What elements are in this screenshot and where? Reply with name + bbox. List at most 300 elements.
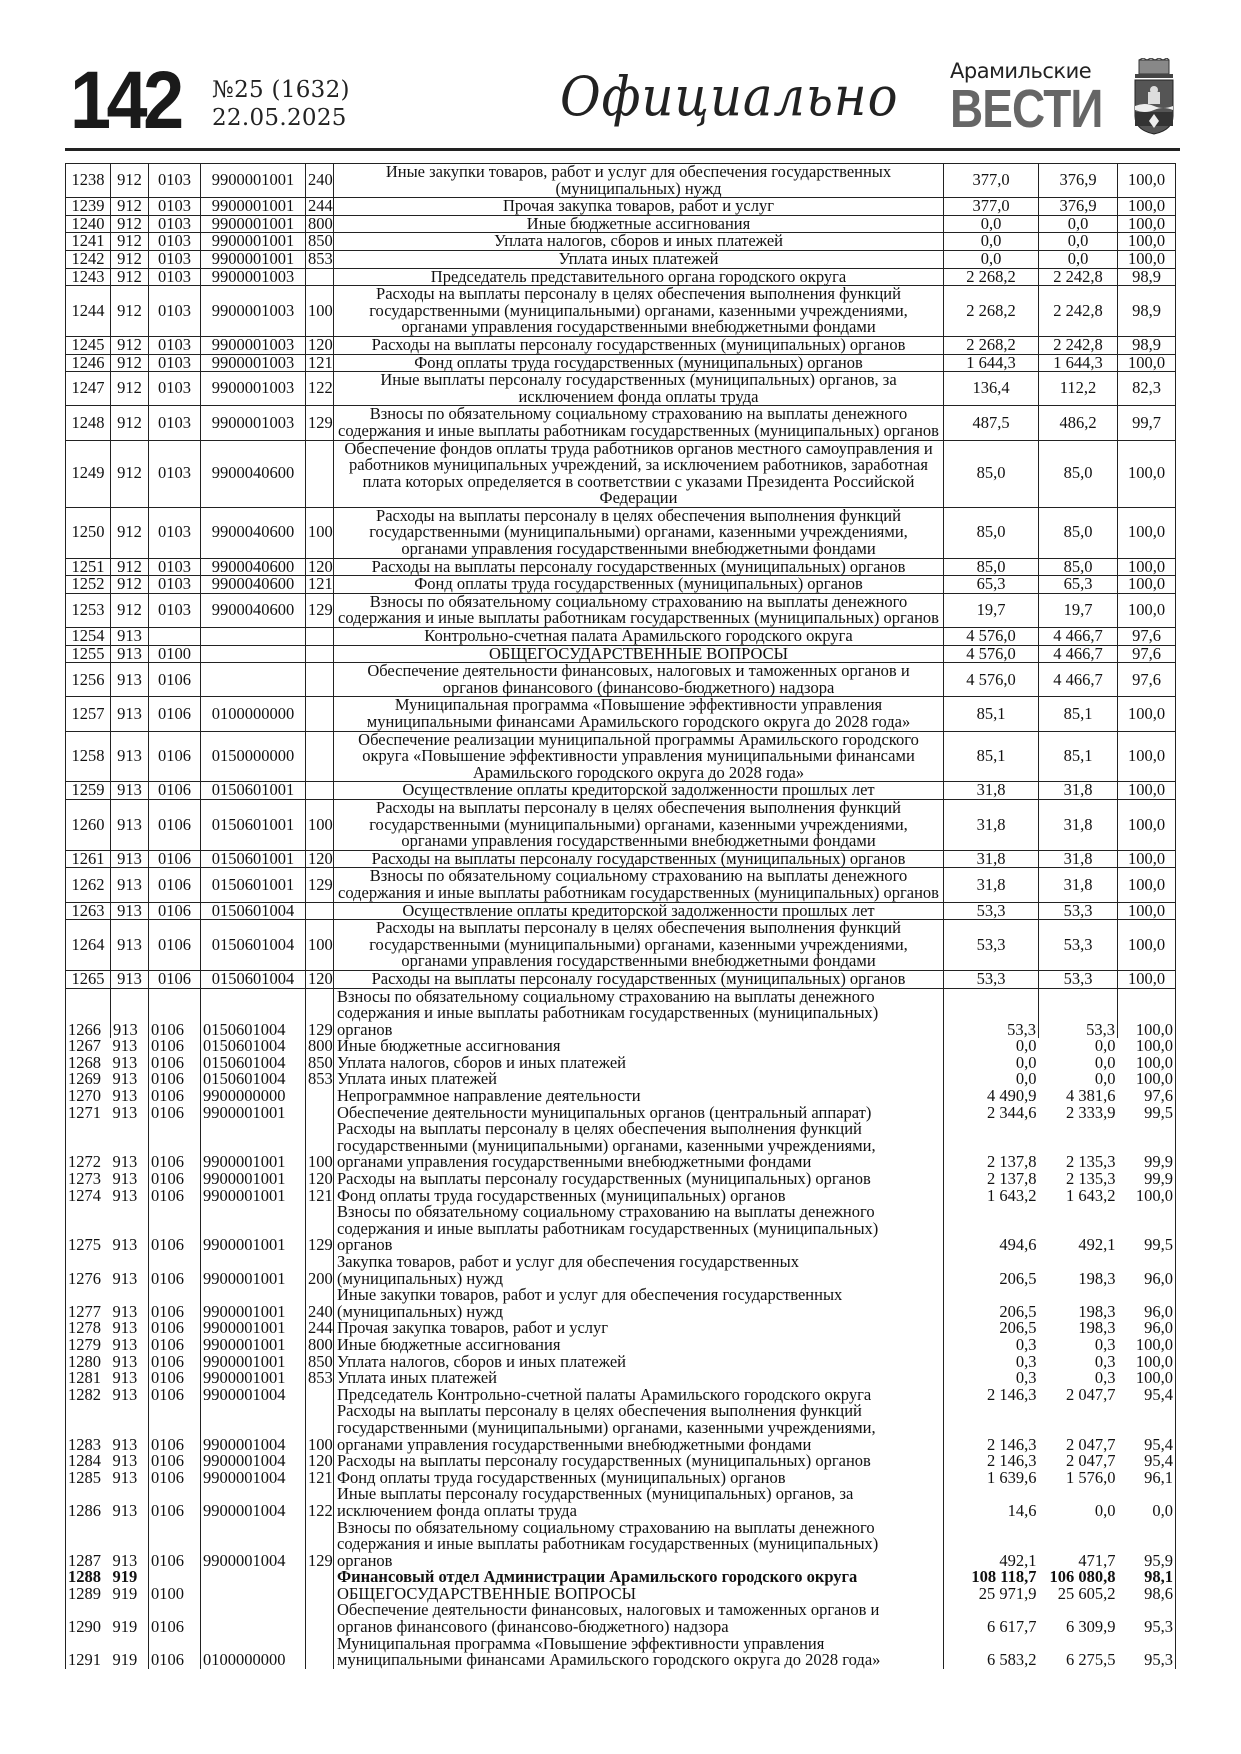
row-number: 1249 [66,440,111,507]
target-item-code: 9900001004 [201,1470,306,1487]
expense-type-code: 121 [306,1188,334,1205]
item-name: Фонд оплаты труда государственных (муниципальных) органов [334,354,944,372]
item-name: Расходы на выплаты персоналу государственных (муниципальных) органов [334,558,944,576]
admin-code: 913 [112,1500,138,1520]
execution-percent: 96,0 [1118,1254,1176,1287]
admin-code: 913 [112,1301,138,1321]
target-item-code: 9900000000 [201,1088,306,1105]
row-number: 1240 [66,215,111,233]
planned-amount: 25 971,9 [978,1583,1037,1603]
row-number: 1281 [66,1370,111,1387]
target-item-code: 9900001001 [201,215,306,233]
expense-type-code: 120 [306,1453,334,1470]
planned-amount: 2 146,3 [987,1434,1037,1454]
planned-amount: 2 137,8 [987,1152,1037,1172]
admin-code: 912 [111,507,149,558]
table-row [66,645,1176,663]
table-row [66,1403,1176,1453]
actual-amount: 2 047,7 [1066,1434,1116,1454]
planned-amount: 4 576,0 [944,663,1039,697]
table-row [66,1254,1176,1287]
expense-type-code [306,1569,334,1586]
admin-code: 912 [111,164,149,198]
actual-amount: 2 135,3 [1066,1152,1116,1172]
planned-amount: 4 576,0 [944,628,1039,646]
section-code: 0106 [149,1171,201,1188]
item-name: ОБЩЕГОСУДАРСТВЕННЫЕ ВОПРОСЫ [334,1586,944,1603]
section-code: 0106 [149,970,201,988]
execution-percent: 97,6 [1118,1088,1176,1105]
admin-code: 913 [111,799,149,850]
actual-amount: 0,0 [1039,250,1118,268]
item-name: Фонд оплаты труда государственных (муниципальных) органов [334,1188,944,1205]
row-number: 1279 [66,1337,111,1354]
section-code: 0100 [149,645,201,663]
expense-type-code: 120 [306,336,334,354]
admin-code: 913 [111,970,149,988]
row-number: 1283 [66,1403,111,1453]
execution-percent: 99,5 [1118,1204,1176,1254]
target-item-code: 9900001001 [201,1105,306,1122]
actual-amount: 0,0 [1094,1036,1116,1056]
expense-type-code: 853 [306,1370,334,1387]
planned-amount: 31,8 [944,868,1039,902]
table-row [66,1636,1176,1669]
planned-amount: 53,3 [944,920,1039,971]
execution-percent: 98,9 [1118,268,1176,286]
admin-code: 913 [111,988,149,1038]
target-item-code: 9900001004 [201,1453,306,1470]
expense-type-code: 850 [306,1055,334,1072]
row-number: 1280 [66,1354,111,1371]
planned-amount: 6 617,7 [987,1617,1037,1637]
admin-code: 913 [112,1384,138,1404]
planned-amount: 0,0 [1015,1069,1037,1089]
row-number: 1272 [66,1121,111,1171]
row-number: 1242 [66,250,111,268]
target-item-code: 0100000000 [201,697,306,731]
target-item-code: 0150601004 [201,902,306,920]
expense-type-code: 121 [306,576,334,594]
actual-amount: 25 605,2 [1057,1583,1116,1603]
target-item-code: 9900040600 [201,440,306,507]
execution-percent: 99,9 [1118,1121,1176,1171]
expense-type-code [306,1105,334,1122]
row-number: 1289 [66,1586,111,1603]
section-code: 0106 [149,1287,201,1320]
item-name: Иные бюджетные ассигнования [334,215,944,233]
expense-type-code [306,628,334,646]
admin-code: 913 [111,663,149,697]
planned-amount: 206,5 [999,1268,1037,1288]
actual-amount: 85,1 [1039,697,1118,731]
admin-code: 913 [112,1169,138,1189]
actual-amount: 65,3 [1039,576,1118,594]
section-code: 0106 [149,782,201,800]
section-code: 0106 [149,868,201,902]
target-item-code: 9900001001 [201,1320,306,1337]
execution-percent: 100,0 [1118,1188,1176,1205]
planned-amount: 136,4 [944,372,1039,406]
execution-percent: 100,0 [1118,988,1176,1038]
row-number: 1246 [66,354,111,372]
execution-percent: 95,4 [1118,1387,1176,1404]
execution-percent: 96,1 [1118,1470,1176,1487]
row-number: 1290 [66,1602,111,1635]
actual-amount: 2 047,7 [1066,1384,1116,1404]
expense-type-code: 244 [306,198,334,216]
admin-code: 912 [111,593,149,627]
row-number: 1253 [66,593,111,627]
admin-code: 919 [112,1583,138,1603]
planned-amount: 85,0 [944,507,1039,558]
section-code: 0106 [149,1038,201,1055]
execution-percent: 82,3 [1118,372,1176,406]
actual-amount: 1 576,0 [1066,1467,1116,1487]
row-number: 1258 [66,731,111,782]
budget-table [65,163,1176,1669]
target-item-code [201,1569,306,1586]
execution-percent: 100,0 [1118,198,1176,216]
expense-type-code: 129 [306,868,334,902]
target-item-code: 0150601004 [201,988,306,1038]
actual-amount: 4 466,7 [1039,663,1118,697]
row-number: 1254 [66,628,111,646]
execution-percent: 100,0 [1118,782,1176,800]
expense-type-code: 122 [306,1486,334,1519]
planned-amount: 2 146,3 [987,1451,1037,1471]
execution-percent: 95,4 [1118,1453,1176,1470]
target-item-code: 9900001001 [201,198,306,216]
planned-amount: 6 583,2 [987,1650,1037,1670]
table-row [66,1602,1176,1635]
table-row [66,799,1176,850]
actual-amount: 0,0 [1094,1500,1116,1520]
coat-of-arms-icon [1131,58,1177,136]
planned-amount: 494,6 [999,1235,1037,1255]
execution-percent: 100,0 [1118,164,1176,198]
actual-amount: 19,7 [1039,593,1118,627]
target-item-code: 9900001001 [201,1121,306,1171]
expense-type-code [306,1586,334,1603]
expense-type-code: 122 [306,372,334,406]
table-row [66,250,1176,268]
planned-amount: 53,3 [944,902,1039,920]
planned-amount: 0,0 [1015,1052,1037,1072]
execution-percent: 100,0 [1118,1354,1176,1371]
execution-percent: 97,6 [1118,645,1176,663]
actual-amount: 31,8 [1039,868,1118,902]
target-item-code: 9900001001 [201,1354,306,1371]
expense-type-code [306,731,334,782]
target-item-code: 9900001001 [201,164,306,198]
execution-percent: 95,9 [1118,1520,1176,1570]
admin-code: 913 [112,1434,138,1454]
section-title: Официально [560,65,899,128]
header-rule [65,148,1180,151]
table-row [66,593,1176,627]
actual-amount: 2 333,9 [1066,1102,1116,1122]
actual-amount: 31,8 [1039,850,1118,868]
actual-amount: 0,3 [1094,1368,1116,1388]
row-number: 1260 [66,799,111,850]
expense-type-code: 129 [306,988,334,1038]
expense-type-code: 129 [306,1520,334,1570]
planned-amount: 4 576,0 [944,645,1039,663]
expense-type-code: 800 [306,1337,334,1354]
execution-percent: 100,0 [1118,731,1176,782]
item-name: Муниципальная программа «Повышение эффективности управления муниципальными финансами Арамильского городского округа до 2028 года» [334,697,944,731]
row-number: 1271 [66,1105,111,1122]
target-item-code: 0150000000 [201,731,306,782]
planned-amount: 85,1 [944,731,1039,782]
target-item-code: 9900001001 [201,1287,306,1320]
admin-code: 913 [111,868,149,902]
section-code: 0106 [149,1055,201,1072]
section-code: 0103 [149,593,201,627]
admin-code: 913 [112,1318,138,1338]
admin-code: 912 [111,576,149,594]
admin-code: 912 [111,215,149,233]
section-code: 0106 [149,1337,201,1354]
execution-percent: 97,6 [1118,628,1176,646]
expense-type-code [306,440,334,507]
row-number: 1276 [66,1254,111,1287]
target-item-code: 0150601004 [201,970,306,988]
actual-amount: 2 047,7 [1066,1451,1116,1471]
execution-percent: 99,7 [1118,406,1176,440]
execution-percent: 100,0 [1118,507,1176,558]
planned-amount: 377,0 [944,164,1039,198]
table-row [66,850,1176,868]
item-name: Расходы на выплаты персоналу в целях обеспечения выполнения функций государственными (муниципальными) органами, казенными учреждениями, органами управления государственными внебюджетными фондами [334,1403,944,1453]
expense-type-code: 120 [306,558,334,576]
expense-type-code: 100 [306,799,334,850]
execution-percent: 95,3 [1118,1602,1176,1635]
actual-amount: 2 242,8 [1039,268,1118,286]
table-row [66,628,1176,646]
table-row [66,576,1176,594]
planned-amount: 0,0 [944,250,1039,268]
actual-amount: 198,3 [1078,1318,1116,1338]
section-code: 0106 [149,1387,201,1404]
table-row [66,354,1176,372]
expense-type-code: 129 [306,406,334,440]
target-item-code: 9900001001 [201,233,306,251]
section-code: 0106 [149,1204,201,1254]
admin-code: 912 [111,233,149,251]
admin-code: 912 [111,198,149,216]
section-code: 0106 [149,663,201,697]
table-row [66,558,1176,576]
target-item-code: 0150601001 [201,799,306,850]
row-number: 1264 [66,920,111,971]
section-code: 0103 [149,558,201,576]
item-name: Контрольно-счетная палата Арамильского городского округа [334,628,944,646]
execution-percent: 100,0 [1118,1071,1176,1088]
admin-code: 919 [112,1617,138,1637]
target-item-code [201,645,306,663]
planned-amount: 206,5 [999,1301,1037,1321]
execution-percent: 96,0 [1118,1287,1176,1320]
item-name: Иные закупки товаров, работ и услуг для обеспечения государственных (муниципальных) нужд [334,164,944,198]
row-number: 1257 [66,697,111,731]
actual-amount: 53,3 [1039,920,1118,971]
row-number: 1247 [66,372,111,406]
row-number: 1274 [66,1188,111,1205]
admin-code: 913 [112,1102,138,1122]
execution-percent: 100,0 [1118,850,1176,868]
table-row [66,1520,1176,1570]
execution-percent: 95,4 [1118,1403,1176,1453]
item-name: Уплата иных платежей [334,1370,944,1387]
execution-percent: 100,0 [1118,354,1176,372]
expense-type-code [306,645,334,663]
row-number: 1277 [66,1287,111,1320]
planned-amount: 2 146,3 [987,1384,1037,1404]
actual-amount: 6 275,5 [1066,1650,1116,1670]
section-code: 0103 [149,250,201,268]
execution-percent: 100,0 [1118,576,1176,594]
target-item-code: 0150601004 [201,1055,306,1072]
execution-percent: 98,1 [1118,1569,1176,1586]
item-name: Расходы на выплаты персоналу государственных (муниципальных) органов [334,1171,944,1188]
target-item-code: 9900001001 [201,1188,306,1205]
item-name: Расходы на выплаты персоналу государственных (муниципальных) органов [334,970,944,988]
item-name: Уплата налогов, сборов и иных платежей [334,233,944,251]
admin-code: 913 [112,1334,138,1354]
actual-amount: 0,3 [1094,1334,1116,1354]
target-item-code: 0150601004 [201,1071,306,1088]
item-name: Прочая закупка товаров, работ и услуг [334,1320,944,1337]
row-number: 1255 [66,645,111,663]
item-name: Осуществление оплаты кредиторской задолженности прошлых лет [334,782,944,800]
expense-type-code: 120 [306,850,334,868]
row-number: 1273 [66,1171,111,1188]
row-number: 1248 [66,406,111,440]
execution-percent: 100,0 [1118,1038,1176,1055]
row-number: 1239 [66,198,111,216]
actual-amount: 376,9 [1039,164,1118,198]
item-name: Взносы по обязательному социальному страхованию на выплаты денежного содержания и иные выплаты работникам государственных (муниципальных) органов [334,868,944,902]
table-row [66,1121,1176,1171]
item-name: Уплата налогов, сборов и иных платежей [334,1354,944,1371]
target-item-code: 9900040600 [201,507,306,558]
section-code: 0103 [149,372,201,406]
expense-type-code: 244 [306,1320,334,1337]
item-name: Иные бюджетные ассигнования [334,1038,944,1055]
actual-amount: 31,8 [1039,799,1118,850]
section-code: 0106 [149,1470,201,1487]
planned-amount: 85,0 [944,440,1039,507]
actual-amount: 4 466,7 [1039,645,1118,663]
section-code: 0106 [149,1602,201,1635]
expense-type-code: 121 [306,354,334,372]
table-row [66,1204,1176,1254]
row-number: 1287 [66,1520,111,1570]
actual-amount: 471,7 [1078,1550,1116,1570]
planned-amount: 2 268,2 [944,336,1039,354]
actual-amount: 2 242,8 [1039,286,1118,337]
planned-amount: 31,8 [944,782,1039,800]
target-item-code [201,1586,306,1603]
planned-amount: 377,0 [944,198,1039,216]
table-row [66,1486,1176,1519]
section-code: 0106 [149,1254,201,1287]
planned-amount: 53,3 [944,970,1039,988]
planned-amount: 0,0 [944,215,1039,233]
issue-date: 22.05.2025 [212,105,347,131]
section-code: 0103 [149,576,201,594]
actual-amount: 85,1 [1039,731,1118,782]
actual-amount: 0,0 [1039,233,1118,251]
admin-code: 912 [111,268,149,286]
item-name: Взносы по обязательному социальному страхованию на выплаты денежного содержания и иные выплаты работникам государственных (муниципальных) органов [334,593,944,627]
target-item-code: 9900001001 [201,1337,306,1354]
table-row [66,868,1176,902]
admin-code: 913 [112,1235,138,1255]
item-name: Фонд оплаты труда государственных (муниципальных) органов [334,1470,944,1487]
actual-amount: 0,0 [1094,1069,1116,1089]
execution-percent: 100,0 [1118,902,1176,920]
actual-amount: 1 644,3 [1039,354,1118,372]
planned-amount: 2 137,8 [987,1169,1037,1189]
admin-code: 913 [111,850,149,868]
planned-amount: 1 643,2 [987,1185,1037,1205]
item-name: Непрограммное направление деятельности [334,1088,944,1105]
planned-amount: 1 639,6 [987,1467,1037,1487]
actual-amount: 85,0 [1039,558,1118,576]
planned-amount: 31,8 [944,799,1039,850]
row-number: 1244 [66,286,111,337]
target-item-code: 9900001001 [201,1171,306,1188]
row-number: 1278 [66,1320,111,1337]
actual-amount: 106 080,8 [1049,1567,1116,1587]
item-name: Председатель представительного органа городского округа [334,268,944,286]
item-name: Закупка товаров, работ и услуг для обеспечения государственных (муниципальных) нужд [334,1254,944,1287]
admin-code: 913 [111,920,149,971]
actual-amount: 2 135,3 [1066,1169,1116,1189]
admin-code: 913 [112,1152,138,1172]
target-item-code: 9900001003 [201,372,306,406]
section-code: 0100 [149,1586,201,1603]
planned-amount: 85,0 [944,558,1039,576]
section-code: 0103 [149,354,201,372]
planned-amount: 0,3 [1015,1334,1037,1354]
item-name: Взносы по обязательному социальному страхованию на выплаты денежного содержания и иные выплаты работникам государственных (муниципальных) органов [334,1520,944,1570]
target-item-code: 9900001003 [201,268,306,286]
expense-type-code: 100 [306,1403,334,1453]
item-name: Иные выплаты персоналу государственных (муниципальных) органов, за исключением фонда оплаты труда [334,1486,944,1519]
planned-amount: 2 344,6 [987,1102,1037,1122]
target-item-code: 9900001004 [201,1403,306,1453]
execution-percent: 99,5 [1118,1105,1176,1122]
expense-type-code: 100 [306,507,334,558]
planned-amount: 4 490,9 [987,1086,1037,1106]
section-code: 0106 [149,1486,201,1519]
execution-percent: 100,0 [1118,250,1176,268]
admin-code: 913 [112,1467,138,1487]
target-item-code: 9900001003 [201,354,306,372]
target-item-code: 0150601001 [201,782,306,800]
row-number: 1284 [66,1453,111,1470]
table-body [66,164,1176,1669]
item-name: Расходы на выплаты персоналу в целях обеспечения выполнения функций государственными (муниципальными) органами, казенными учреждениями, органами управления государственными внебюджетными фондами [334,1121,944,1171]
section-code: 0106 [149,799,201,850]
admin-code: 913 [112,1268,138,1288]
item-name: Взносы по обязательному социальному страхованию на выплаты денежного содержания и иные выплаты работникам государственных (муниципальных) органов [334,406,944,440]
target-item-code: 9900001001 [201,1204,306,1254]
